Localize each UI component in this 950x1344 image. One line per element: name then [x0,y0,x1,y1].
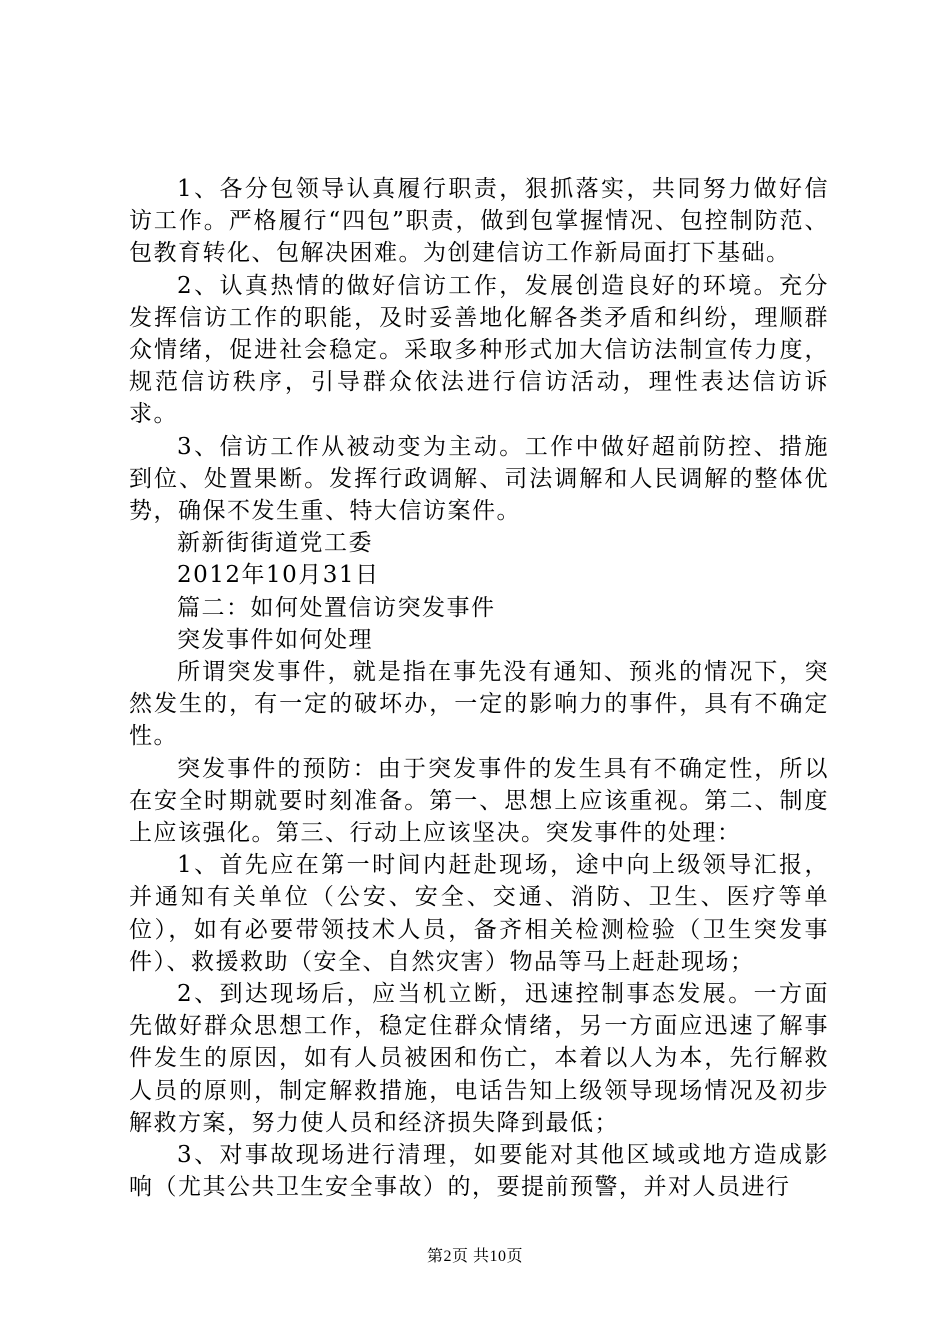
paragraph-6: 1、首先应在第一时间内赶赴现场，途中向上级领导汇报，并通知有关单位（公安、安全、交通、消防、卫生、医疗等单位），如有必要带领技术人员，备齐相关检测检验（卫生突发事件）、救援救助（安全、自然灾害）物品等马上赶赴现场； [129,852,829,975]
document-body [129,173,829,1204]
paragraph-5: 突发事件的预防：由于突发事件的发生具有不确定性，所以在安全时期就要时刻准备。第一、思想上应该重视。第二、制度上应该强化。第三、行动上应该坚决。突发事件的处理： [129,755,829,847]
paragraph-7: 2、到达现场后，应当机立断，迅速控制事态发展。一方面先做好群众思想工作，稳定住群众情绪，另一方面应迅速了解事件发生的原因，如有人员被困和伤亡，本着以人为本，先行解救人员的原则，制定解救措施，电话告知上级领导现场情况及初步解救方案，努力使人员和经济损失降到最低； [129,981,829,1136]
page-footer: 第2页 共10页 [426,1248,523,1265]
paragraph-2: 2、认真热情的做好信访工作，发展创造良好的环境。充分发挥信访工作的职能，及时妥善地化解各类矛盾和纠纷，理顺群众情绪，促进社会稳定。采取多种形式加大信访法制宣传力度，规范信访秩序，引导群众依法进行信访活动，理性表达信访诉求。 [129,272,829,428]
paragraph-3: 3、信访工作从被动变为主动。工作中做好超前防控、措施到位、处置果断。发挥行政调解、司法调解和人民调解的整体优势，确保不发生重、特大信访案件。 [129,433,829,525]
section-heading: 篇二：如何处置信访突发事件 [177,594,496,621]
paragraph-1: 1、各分包领导认真履行职责，狠抓落实，共同努力做好信访工作。严格履行“四包”职责，做到包掌握情况、包控制防范、包教育转化、包解决困难。为创建信访工作新局面打下基础。 [129,176,829,267]
section-subheading: 突发事件如何处理 [177,626,373,653]
paragraph-8: 3、对事故现场进行清理，如要能对其他区域或地方造成影响（尤其公共卫生安全事故）的，要提前预警，并对人员进行 [129,1142,829,1201]
paragraph-4: 所谓突发事件，就是指在事先没有通知、预兆的情况下，突然发生的，有一定的破坏办，一定的影响力的事件，具有不确定性。 [129,659,829,750]
signature-org: 新新街街道党工委 [177,530,373,557]
signature-date: 2012年10月31日 [177,562,380,589]
